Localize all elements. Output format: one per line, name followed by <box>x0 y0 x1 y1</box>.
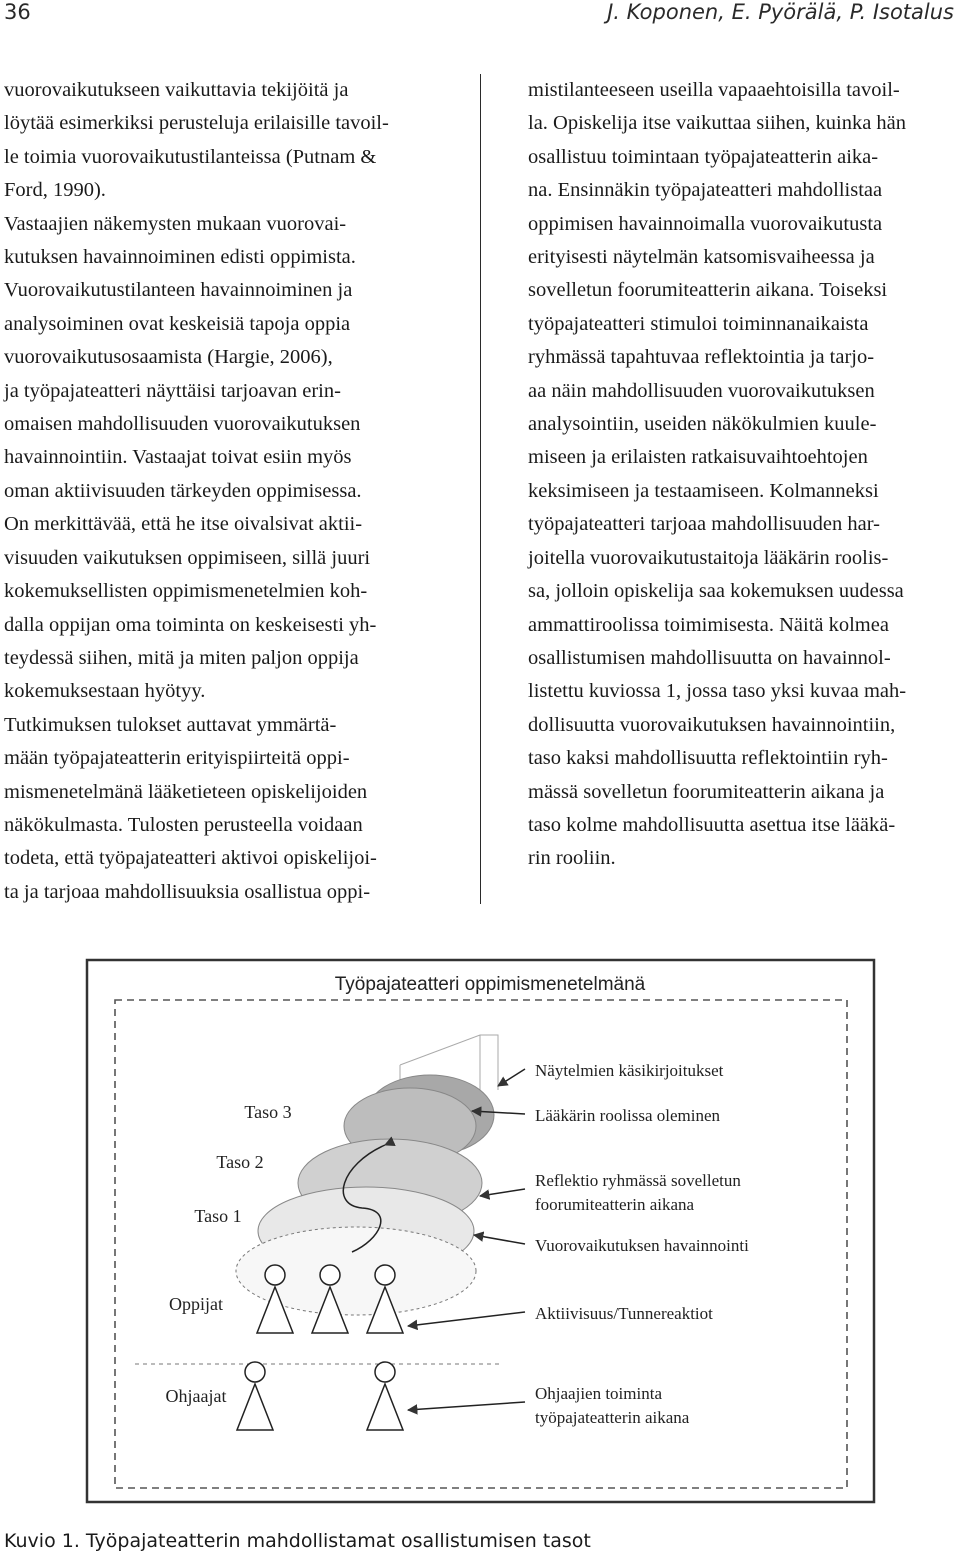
annotation-label: Vuorovaikutuksen havainnointi <box>535 1236 749 1255</box>
annotation-arrow <box>474 1235 525 1244</box>
text-line: omaisen mahdollisuuden vuorovaikutuksen <box>4 413 361 436</box>
figure-diagram <box>0 940 960 1520</box>
text-line: kokemuksestaan hyötyy. <box>4 680 206 703</box>
text-line: osallistumisen mahdollisuutta on havainnol- <box>528 646 891 669</box>
learner-figure-head <box>265 1265 285 1285</box>
instructors-label: Ohjaajat <box>165 1386 227 1406</box>
text-line: na. Ensinnäkin työpajateatteri mahdollistaa <box>528 179 883 202</box>
text-line: Ford, 1990). <box>4 179 106 202</box>
figure-caption: Kuvio 1. Työpajateatterin mahdollistamat osallistumisen tasot <box>4 1530 591 1552</box>
annotation-label: Näytelmien käsikirjoitukset <box>535 1061 724 1080</box>
text-line: todeta, että työpajateatteri aktivoi opiskelijoi- <box>4 847 377 870</box>
instructor-figure-body <box>237 1384 273 1430</box>
text-line: listettu kuviossa 1, jossa taso yksi kuvaa mah- <box>528 680 907 703</box>
text-line: teydessä siihen, mitä ja miten paljon oppija <box>4 646 359 669</box>
text-line: sa, jolloin opiskelija saa kokemuksen uudessa <box>528 580 904 603</box>
level-label: Taso 2 <box>216 1152 264 1172</box>
level-label: Taso 3 <box>244 1102 292 1122</box>
text-line: kokemuksellisten oppimismenetelmien koh- <box>4 580 368 603</box>
annotation-arrow <box>480 1189 525 1196</box>
text-line: mistilanteeseen useilla vapaaehtoisilla tavoil- <box>528 79 900 101</box>
annotation-label: Aktiivisuus/Tunnereaktiot <box>535 1304 713 1323</box>
left-text-column <box>4 74 444 909</box>
text-line: vuorovaikutusosaamista (Hargie, 2006), <box>4 346 333 369</box>
annotation-label: työpajateatterin aikana <box>535 1408 690 1427</box>
text-line: analysointiin, useiden näkökulmien kuule- <box>528 413 877 436</box>
text-line: työpajateatteri tarjoaa mahdollisuuden har- <box>528 513 880 536</box>
text-line: työpajateatteri stimuloi toiminnanaikaista <box>528 312 869 335</box>
annotation-label: Reflektio ryhmässä sovelletun <box>535 1171 741 1190</box>
text-line: oppimisen havainnoimalla vuorovaikutusta <box>528 212 883 235</box>
annotation-label: Ohjaajien toiminta <box>535 1384 662 1403</box>
annotation-arrow <box>498 1069 525 1086</box>
text-line: ta ja tarjoaa mahdollisuuksia osallistua oppi- <box>4 880 371 903</box>
text-line: joitella vuorovaikutustaitoja lääkärin roolis- <box>528 546 889 569</box>
text-line: dollisuutta vuorovaikutuksen havainnointiin, <box>528 713 896 736</box>
text-line: kutuksen havainnoiminen edisti oppimista. <box>4 246 356 269</box>
text-line: la. Opiskelija itse vaikuttaa siihen, kuinka hän <box>528 112 907 135</box>
text-line: le toimia vuorovaikutustilanteissa (Putnam & <box>4 145 377 168</box>
instructor-figure-head <box>375 1362 395 1382</box>
text-line: taso kaksi mahdollisuutta reflektointiin ryh- <box>528 747 888 770</box>
instructor-figure-body <box>367 1384 403 1430</box>
page-header <box>0 0 960 30</box>
page-number: 36 <box>4 0 31 24</box>
text-line: mässä sovelletun foorumiteatterin aikana ja <box>528 780 885 803</box>
annotation-arrow <box>408 1312 525 1326</box>
annotation-label: foorumiteatterin aikana <box>535 1195 695 1214</box>
text-line: aa näin mahdollisuuden vuorovaikutuksen <box>528 379 875 402</box>
text-line: Tutkimuksen tulokset auttavat ymmärtä- <box>4 713 337 736</box>
text-line: havainnointiin. Vastaajat toivat esiin myös <box>4 446 352 469</box>
text-line: näkökulmasta. Tulosten perusteella voidaan <box>4 813 363 836</box>
text-line: sovelletun foorumiteatterin aikana. Toiseksi <box>528 279 888 302</box>
text-line: taso kolme mahdollisuutta asettua itse lääkä- <box>528 813 896 836</box>
text-line: On merkittävää, että he itse oivalsivat aktii- <box>4 513 363 536</box>
annotation-arrow <box>408 1402 525 1410</box>
text-line: Vastaajien näkemysten mukaan vuorovai- <box>4 212 347 235</box>
text-line: mismenetelmänä lääketieteen opiskelijoiden <box>4 780 368 803</box>
text-line: löytää esimerkiksi perusteluja erilaisille tavoil- <box>4 112 389 135</box>
text-line: vuorovaikutukseen vaikuttavia tekijöitä ja <box>4 79 349 101</box>
right-text-column <box>528 74 960 876</box>
figure-title: Työpajateatteri oppimismenetelmänä <box>334 974 646 995</box>
text-line: oman aktiivisuuden tärkeyden oppimisessa. <box>4 479 362 502</box>
text-line: Vuorovaikutustilanteen havainnoiminen ja <box>4 279 353 302</box>
annotation-label: Lääkärin roolissa oleminen <box>535 1106 721 1125</box>
learner-figure-head <box>320 1265 340 1285</box>
level-label: Taso 1 <box>194 1206 242 1226</box>
running-head: J. Koponen, E. Pyörälä, P. Isotalus <box>607 0 954 24</box>
text-line: erityisesti näytelmän katsomisvaiheessa ja <box>528 246 875 269</box>
text-line: ja työpajateatteri näyttäisi tarjoavan erin- <box>4 379 341 402</box>
text-line: osallistuu toimintaan työpajateatterin aika- <box>528 145 879 168</box>
text-line: keksimiseen ja testaamiseen. Kolmanneksi <box>528 479 879 502</box>
text-line: dalla oppijan oma toiminta on keskeisesti yh- <box>4 613 377 636</box>
text-line: ryhmässä tapahtuvaa reflektointia ja tarjo- <box>528 346 875 369</box>
text-line: analysoiminen ovat keskeisiä tapoja oppia <box>4 312 351 335</box>
text-line: ammattiroolissa toimimisesta. Näitä kolmea <box>528 613 889 636</box>
text-line: rin rooliin. <box>528 847 616 870</box>
text-line: mään työpajateatterin erityispiirteitä oppi- <box>4 747 350 770</box>
instructor-figure-head <box>245 1362 265 1382</box>
text-line: visuuden vaikutuksen oppimiseen, sillä juuri <box>4 546 371 569</box>
column-divider <box>480 74 481 904</box>
learners-label: Oppijat <box>169 1294 223 1314</box>
learner-figure-head <box>375 1265 395 1285</box>
text-line: miseen ja erilaisten ratkaisuvaihtoehtojen <box>528 446 868 469</box>
